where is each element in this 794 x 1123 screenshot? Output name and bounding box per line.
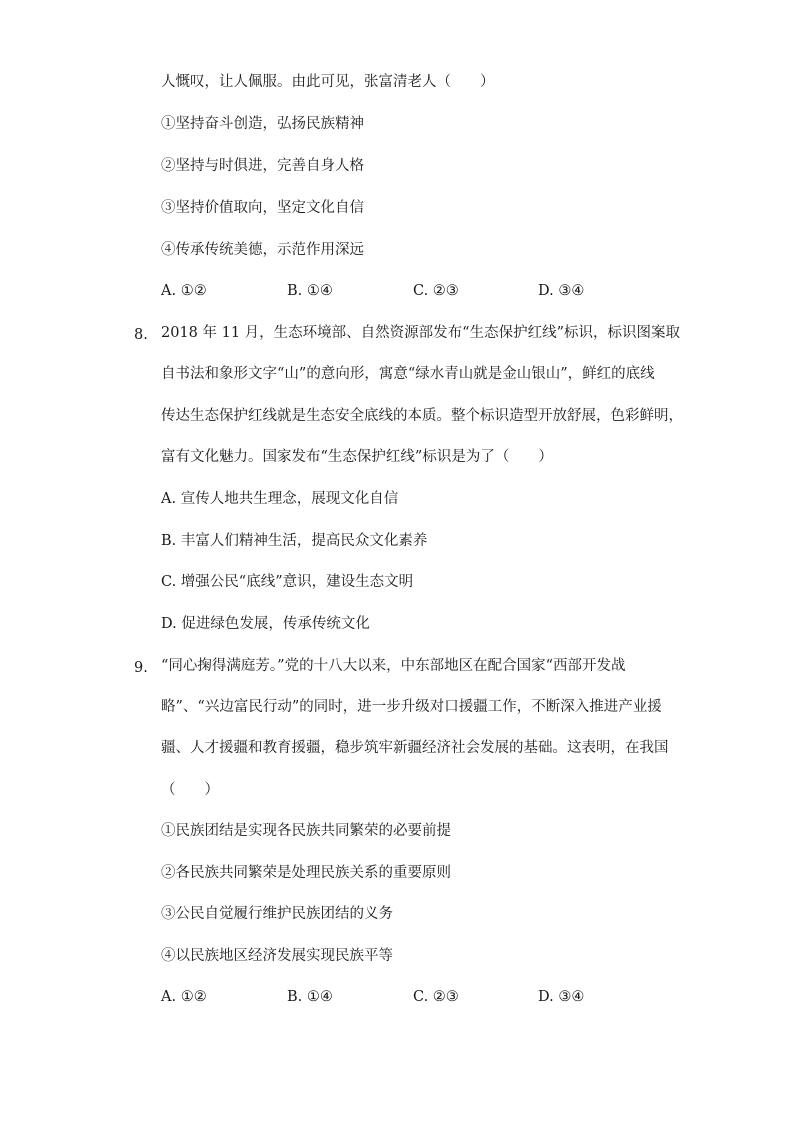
q7-option-b[interactable]: B. ①④: [287, 283, 333, 299]
q8-stem-line-2: 自书法和象形文字“山”的意向形，寓意“绿水青山就是金山银山”，鲜红的底线: [161, 366, 655, 382]
q9-option-d[interactable]: D. ③④: [538, 989, 585, 1005]
q9-statement-2: ②各民族共同繁荣是处理民族关系的重要原则: [161, 865, 451, 881]
q9-statement-3: ③公民自觉履行维护民族团结的义务: [161, 906, 393, 922]
q9-option-a[interactable]: A. ①②: [161, 989, 207, 1005]
q7-stem-tail: 人慨叹，让人佩服。由此可见，张富清老人（ ）: [161, 74, 495, 90]
q8-stem-line-1: 2018 年 11 月，生态环境部、自然资源部发布“生态保护红线”标识，标识图案取: [161, 325, 681, 341]
q7-statement-4: ④传承传统美德，示范作用深远: [161, 242, 364, 258]
q8-option-b[interactable]: B. 丰富人们精神生活，提高民众文化素养: [161, 533, 428, 549]
q9-statement-4: ④以民族地区经济发展实现民族平等: [161, 948, 393, 964]
q9-stem-line-1: “同心掬得满庭芳。”党的十八大以来，中东部地区在配合国家“西部开发战: [161, 658, 626, 674]
q7-statement-2: ②坚持与时俱进，完善自身人格: [161, 158, 364, 174]
q7-statement-1: ①坚持奋斗创造，弘扬民族精神: [161, 116, 364, 132]
q8-option-c[interactable]: C. 增强公民“底线”意识，建设生态文明: [161, 574, 414, 590]
q9-stem-line-2: 略”、“兴边富民行动”的同时，进一步升级对口援疆工作，不断深入推进产业援: [161, 699, 662, 715]
q8-option-a[interactable]: A. 宣传人地共生理念，展现文化自信: [161, 491, 399, 507]
q7-option-a[interactable]: A. ①②: [161, 283, 207, 299]
q8-option-d[interactable]: D. 促进绿色发展，传承传统文化: [161, 616, 370, 632]
q9-number: 9.: [134, 660, 148, 676]
q9-option-c[interactable]: C. ②③: [413, 989, 459, 1005]
q9-option-b[interactable]: B. ①④: [287, 989, 333, 1005]
q7-option-d[interactable]: D. ③④: [538, 283, 585, 299]
q7-option-c[interactable]: C. ②③: [413, 283, 459, 299]
q8-stem-line-3: 传达生态保护红线就是生态安全底线的本质。整个标识造型开放舒展，色彩鲜明，: [161, 408, 683, 424]
q9-stem-line-3: 疆、人才援疆和教育援疆，稳步筑牢新疆经济社会发展的基础。这表明，在我国: [161, 740, 669, 756]
q9-stem-line-4: （ ）: [161, 782, 219, 798]
q8-number: 8.: [134, 327, 148, 343]
q7-statement-3: ③坚持价值取向，坚定文化自信: [161, 200, 364, 216]
q8-stem-line-4: 富有文化魅力。国家发布“生态保护红线”标识是为了（ ）: [161, 449, 553, 465]
q9-statement-1: ①民族团结是实现各民族共同繁荣的必要前提: [161, 823, 451, 839]
